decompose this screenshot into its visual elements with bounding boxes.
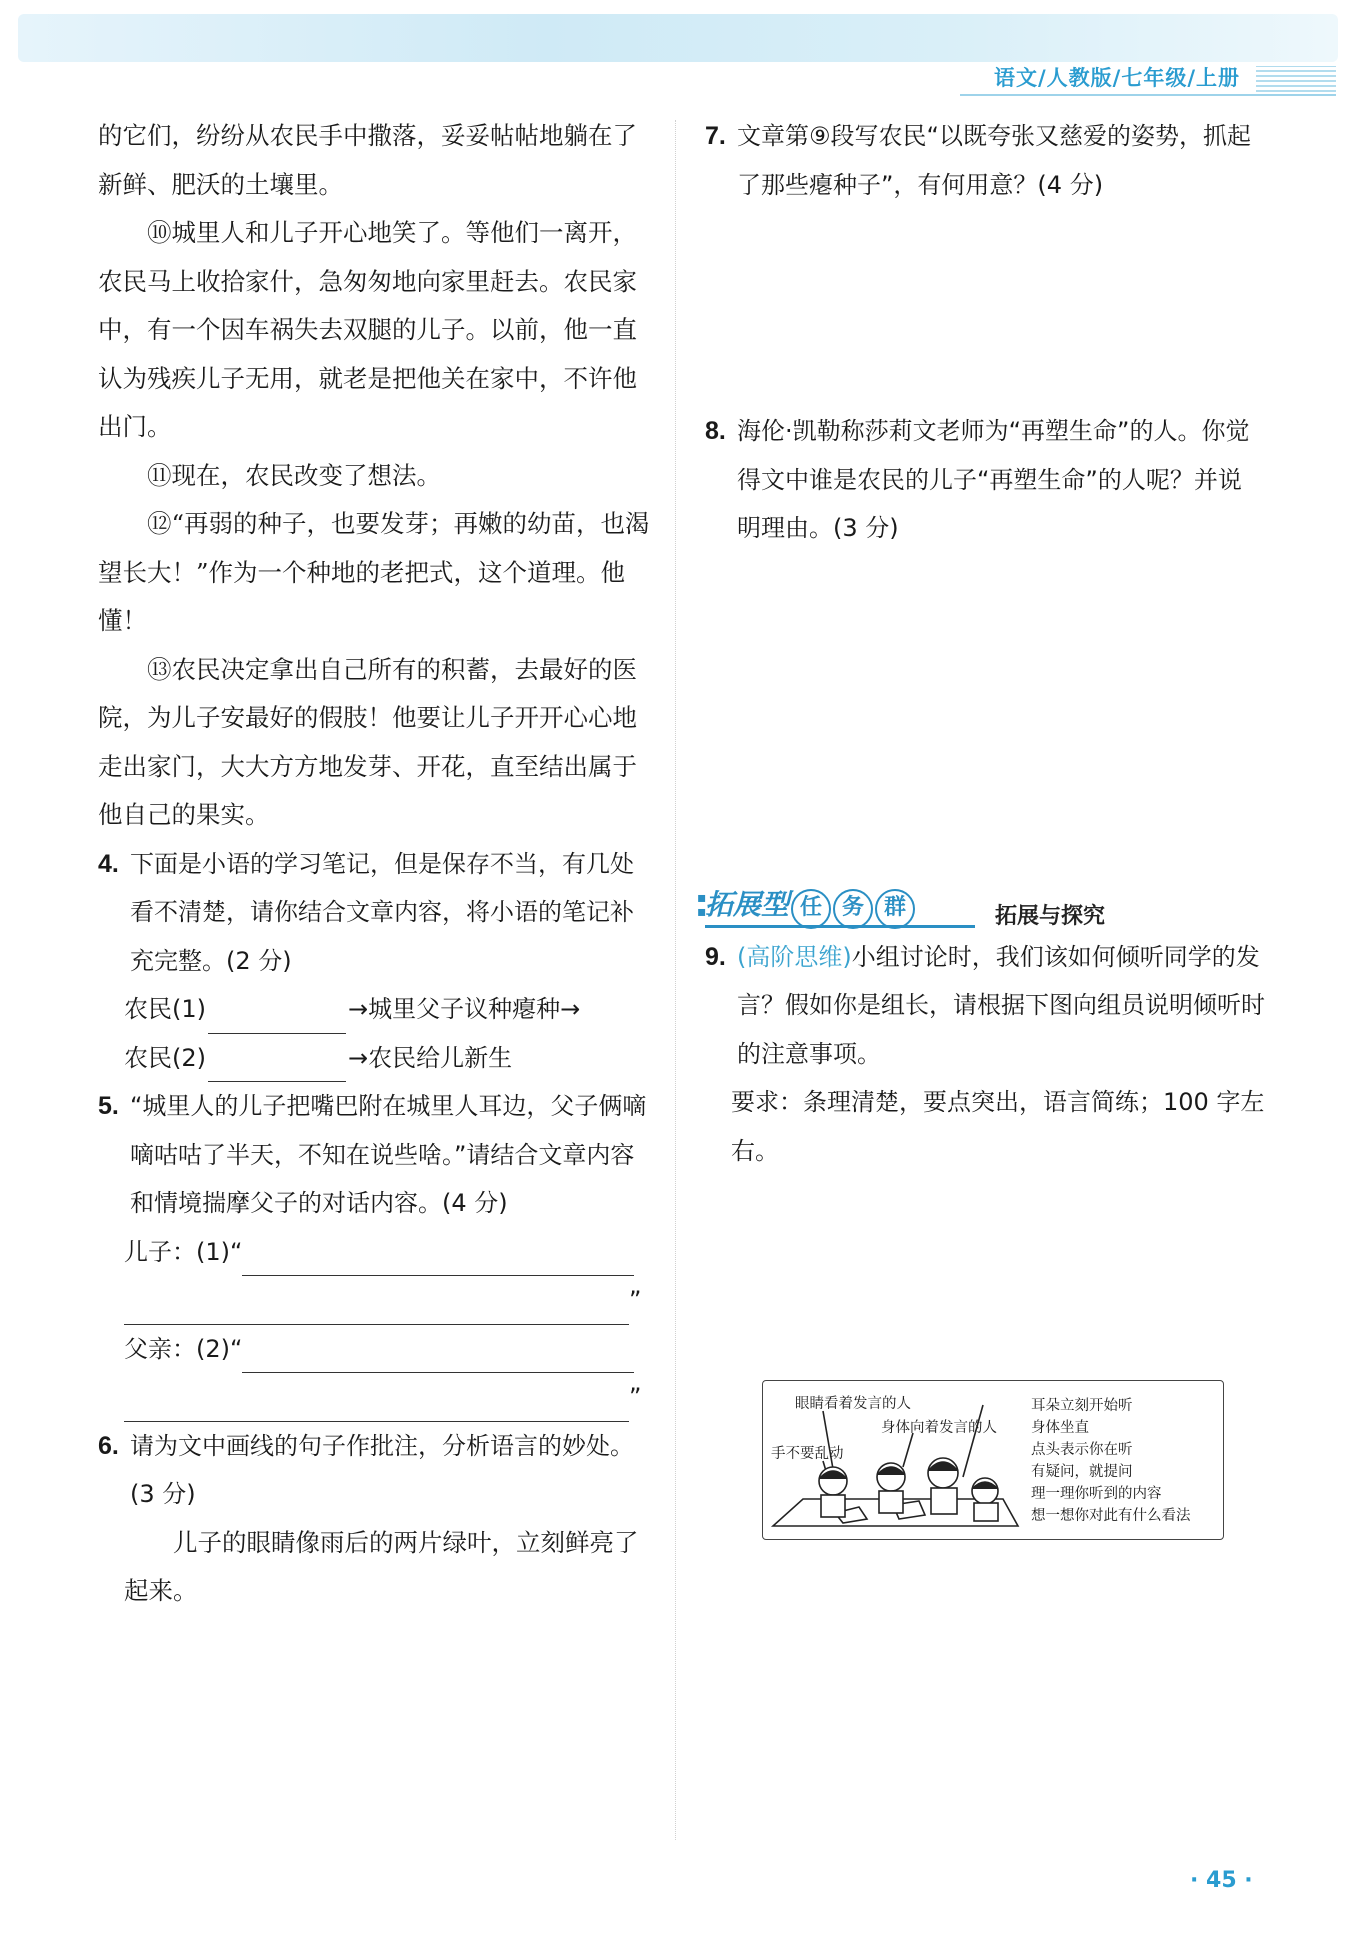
tip-item: 理一理你听到的内容 <box>1031 1486 1162 1502</box>
left-column <box>98 112 650 1616</box>
label-eyes: 眼睛看着发言的人 <box>795 1396 911 1412</box>
arrow-icon: → <box>348 1043 369 1072</box>
question-number: 5. <box>98 1092 119 1120</box>
question-text: 文章第⑨段写农民“以既夸张又慈爱的姿势，抓起了那些瘪种子”，有何用意？(4 分) <box>737 122 1251 199</box>
arrow-icon: → <box>348 995 369 1023</box>
son-answer-line <box>98 1228 650 1277</box>
question-text: (高阶思维)小组讨论时，我们该如何倾听同学的发言？假如你是组长，请根据下图向组员说明倾听时的注意事项。 <box>737 942 1265 1068</box>
question-9 <box>705 933 1265 1079</box>
banner-title: 拓展型 任 务 群 <box>705 881 915 930</box>
tip-item: 身体坐直 <box>1031 1420 1089 1436</box>
tip-item: 耳朵立刻开始听 <box>1031 1398 1133 1414</box>
section-banner <box>697 873 1265 933</box>
header-band <box>18 14 1338 62</box>
banner-dots-icon: ▪ ▪ <box>697 889 707 920</box>
note-label: 农民(2) <box>124 1043 206 1072</box>
listening-illustration <box>762 1380 1224 1540</box>
passage-paragraph: 的它们，纷纷从农民手中撒落，妥妥帖帖地躺在了新鲜、肥沃的土壤里。 <box>98 121 637 199</box>
answer-space[interactable] <box>705 553 1265 853</box>
answer-line[interactable] <box>242 1245 634 1276</box>
answer-line[interactable] <box>124 1294 629 1325</box>
father-label: 父亲：(2)“ <box>124 1334 243 1363</box>
tip-item: 想一想你对此有什么看法 <box>1031 1508 1191 1524</box>
question-text: 请为文中画线的句子作批注，分析语言的妙处。(3 分) <box>130 1431 634 1508</box>
father-answer-line <box>98 1325 650 1374</box>
answer-space[interactable] <box>705 209 1265 407</box>
banner-underline <box>705 925 975 928</box>
son-answer-line-2 <box>98 1276 650 1325</box>
book-title: 语文/人教版/七年级/上册 <box>993 66 1240 90</box>
note-row-2 <box>98 1034 650 1083</box>
question-text: 下面是小语的学习笔记，但是保存不当，有几处看不清楚，请你结合文章内容，将小语的笔记补充完整。(2 分) <box>130 849 634 975</box>
close-quote: ” <box>629 1383 642 1411</box>
note-text: 城里父子议种瘪种 <box>368 995 561 1023</box>
question-number: 4. <box>98 849 119 878</box>
question-6 <box>98 1422 650 1519</box>
right-column <box>697 112 1265 1175</box>
note-text: 农民给儿新生 <box>368 1043 513 1072</box>
header-rule <box>960 94 1336 96</box>
question-8 <box>705 407 1265 553</box>
passage-paragraph: ⑩城里人和儿子开心地笑了。等他们一离开，农民马上收拾家什，急匆匆地向家里赶去。农民家中，有一个因车祸失去双腿的儿子。以前，他一直认为残疾儿子无用，就老是把他关在家中，不许他出门。 <box>98 218 637 441</box>
label-hands: 手不要乱动 <box>771 1446 844 1462</box>
header-stripes <box>1256 66 1336 92</box>
passage-paragraph: ⑬农民决定拿出自己所有的积蓄，去最好的医院，为儿子安最好的假肢！他要让儿子开开心心地走出家门，大大方方地发芽、开花，直至结出属于他自己的果实。 <box>98 654 637 829</box>
question-text: 海伦·凯勒称莎莉文老师为“再塑生命”的人。你觉得文中谁是农民的儿子“再塑生命”的人呢？并说明理由。(3 分) <box>737 417 1250 542</box>
note-row-1 <box>98 985 650 1034</box>
column-divider <box>675 120 676 1840</box>
question-number: 9. <box>705 942 726 971</box>
note-label: 农民(1) <box>124 995 206 1023</box>
question-4 <box>98 840 650 986</box>
close-quote: ” <box>629 1286 642 1314</box>
passage-paragraph: ⑪现在，农民改变了想法。 <box>147 460 441 490</box>
page-number: · 45 · <box>1190 1868 1253 1893</box>
question-number: 6. <box>98 1431 119 1460</box>
arrow-icon: → <box>560 995 581 1023</box>
question-number: 8. <box>705 417 726 445</box>
son-label: 儿子：(1)“ <box>124 1237 243 1266</box>
question-5 <box>98 1082 650 1228</box>
tip-item: 有疑问，就提问 <box>1031 1464 1133 1480</box>
underlined-sentence: 儿子的眼睛像雨后的两片绿叶，立刻鲜亮了起来。 <box>124 1527 639 1605</box>
tip-item: 点头表示你在听 <box>1031 1442 1133 1458</box>
students-drawing <box>763 1381 1023 1539</box>
question-number: 7. <box>705 122 726 150</box>
answer-blank[interactable] <box>208 1003 346 1034</box>
question-text: “城里人的儿子把嘴巴附在城里人耳边，父子俩嘀嘀咕咕了半天，不知在说些啥。”请结合文章内容和情境揣摩父子的对话内容。(4 分) <box>130 1092 647 1217</box>
banner-subtitle: 拓展与探究 <box>995 903 1106 929</box>
label-body: 身体向着发言的人 <box>881 1420 997 1436</box>
listening-tips <box>1031 1395 1191 1527</box>
answer-line[interactable] <box>242 1342 634 1373</box>
high-order-tag: (高阶思维) <box>737 942 852 971</box>
answer-blank[interactable] <box>208 1051 346 1082</box>
passage-paragraph: ⑫“再弱的种子，也要发芽；再嫩的幼苗，也渴望长大！”作为一个种地的老把式，这个道理。他懂！ <box>98 509 650 635</box>
question-7 <box>705 112 1265 209</box>
father-answer-line-2 <box>98 1373 650 1422</box>
requirement-text: 要求：条理清楚，要点突出，语言简练；100 字左右。 <box>731 1088 1265 1165</box>
answer-line[interactable] <box>124 1391 629 1422</box>
